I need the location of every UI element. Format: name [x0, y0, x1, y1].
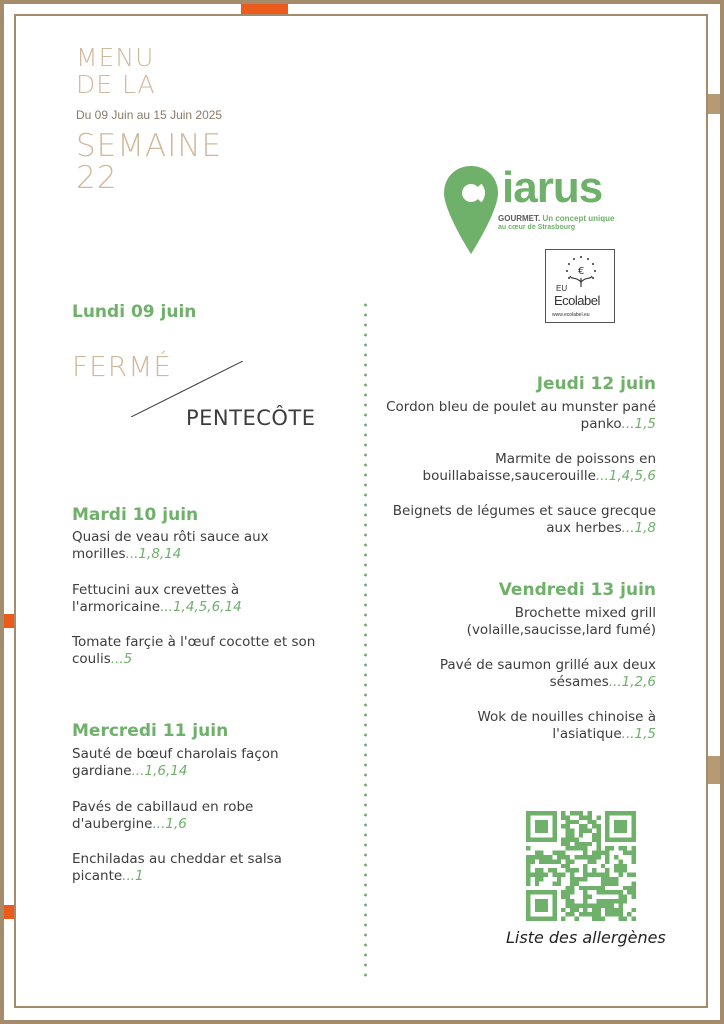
svg-text:€: € [578, 266, 585, 277]
dish-item [72, 529, 352, 563]
logo-gourmet [498, 214, 614, 223]
dish-name: Quasi de veau rôti sauce aux morilles [72, 529, 269, 562]
menu-title-line-3: SEMAINE [76, 128, 223, 164]
ecolabel-url: www.ecolabel.eu [552, 312, 590, 318]
dish-item [376, 451, 656, 485]
dish-item [376, 399, 656, 433]
top-orange-tab [241, 4, 288, 14]
ecolabel-name: Ecolabel [554, 293, 600, 308]
closed-label: FERMÉ [72, 350, 173, 383]
dish-allergens: ...1,5 [621, 726, 656, 742]
dish-name: Pavés de cabillaud en robe d'aubergine [72, 799, 254, 832]
dish-allergens: ...1,6 [152, 816, 187, 832]
dish-allergens: ...1,4,5,6,14 [160, 599, 242, 615]
day-wednesday: Mercredi 11 juin [72, 721, 229, 741]
week-number: 22 [76, 160, 118, 196]
dish-allergens: ...1,6,14 [131, 763, 188, 779]
dish-allergens: ...1,2,6 [608, 674, 656, 690]
dish-item [72, 746, 352, 780]
dish-name: Pavé de saumon grillé aux deux sésames [439, 657, 656, 690]
dish-item [376, 709, 656, 743]
ecolabel-flower-icon [564, 254, 598, 288]
dish-item [376, 605, 656, 639]
ciarus-logo [442, 162, 622, 258]
dish-allergens: ...1,8,14 [125, 546, 182, 562]
dish-item [72, 799, 352, 833]
left-orange-tab-1 [4, 614, 14, 628]
dish-item [72, 851, 352, 885]
right-tan-tab-1 [708, 94, 720, 114]
dish-name: Cordon bleu de poulet au munster pané panko [386, 399, 656, 432]
eu-ecolabel [545, 249, 615, 323]
ecolabel-eu: EU [556, 284, 568, 293]
column-divider [364, 300, 367, 980]
allergen-list-label: Liste des allergènes [506, 928, 666, 947]
dish-name: Sauté de bœuf charolais façon gardiane [72, 746, 279, 779]
day-friday: Vendredi 13 juin [498, 580, 656, 600]
closed-reason: PENTECÔTE [186, 406, 316, 430]
day-thursday: Jeudi 12 juin [536, 374, 656, 394]
dish-item [72, 634, 352, 668]
dish-allergens: ...1,5 [621, 416, 656, 432]
right-tan-tab-2 [708, 756, 720, 784]
dish-allergens: ...1,4,5,6 [595, 468, 656, 484]
dish-allergens: ...1 [122, 868, 144, 884]
dish-allergens: ...5 [110, 651, 133, 667]
date-range: Du 09 Juin au 15 Juin 2025 [76, 108, 223, 122]
dish-item [376, 503, 656, 537]
logo-gourmet-text: GOURMET. [498, 214, 541, 223]
day-tuesday: Mardi 10 juin [72, 505, 199, 525]
dish-item [72, 582, 352, 616]
dish-name: Tomate farçie à l'œuf cocotte et son coulis [72, 634, 316, 667]
logo-tagline: Un concept unique [540, 214, 615, 223]
menu-title-line-2: DE LA [76, 70, 156, 99]
logo-wordmark: iarus [502, 163, 603, 212]
logo-tagline-2: au cœur de Strasbourg [498, 224, 576, 231]
day-monday: Lundi 09 juin [72, 302, 197, 322]
dish-name: Enchiladas au cheddar et salsa picante [72, 851, 282, 884]
dish-name: Brochette mixed grill (volaille,saucisse,lard fumé) [466, 605, 656, 638]
dish-name: Marmite de poissons en bouillabaisse,saucerouille [422, 451, 656, 484]
dish-name: Fettucini aux crevettes à l'armoricaine [72, 582, 240, 615]
dish-item [376, 657, 656, 691]
dish-name: Beignets de légumes et sauce grecque aux herbes [392, 503, 656, 536]
menu-title-line-1: MENU [76, 43, 155, 72]
dish-name: Wok de nouilles chinoise à l'asiatique [477, 709, 656, 742]
qr-code-icon[interactable] [526, 811, 636, 921]
dish-allergens: ...1,8 [621, 520, 656, 536]
map-pin-icon [442, 164, 500, 256]
left-orange-tab-2 [4, 905, 14, 919]
